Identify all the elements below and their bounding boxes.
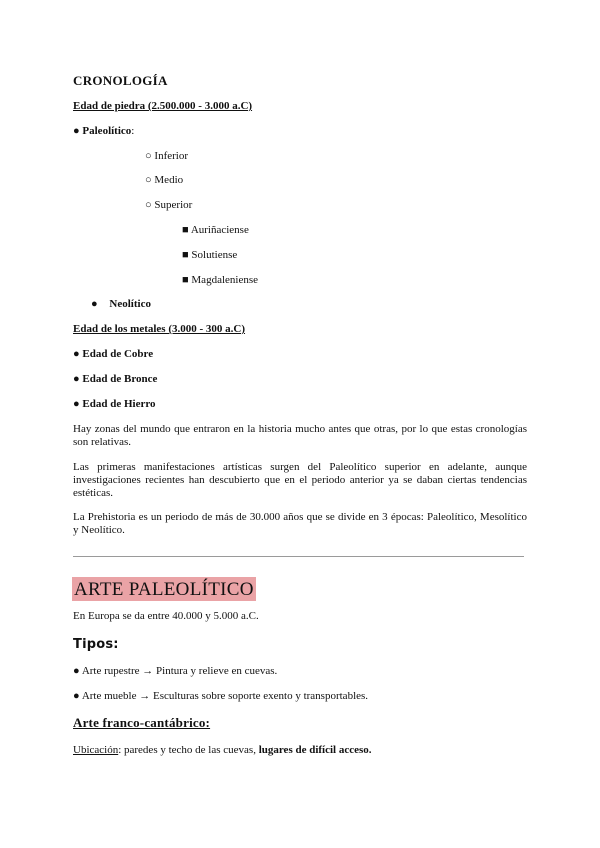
- paleolitico-colon: :: [131, 125, 135, 137]
- heading-edad-metales: Edad de los metales (3.000 - 300 a.C): [73, 323, 246, 335]
- list-item-solutiense: [182, 249, 237, 262]
- square-bullet-icon: ■: [182, 274, 189, 286]
- heading-tipos: Tipos:: [73, 637, 119, 652]
- list-item-arte-mueble: [73, 690, 368, 703]
- sub-sub-item-label: Auriñaciense: [190, 224, 249, 236]
- ubicacion-label: Ubicación: [73, 744, 119, 756]
- circle-bullet-icon: ○: [145, 199, 152, 211]
- list-item-cobre: [73, 348, 153, 361]
- square-bullet-icon: ■: [182, 224, 189, 236]
- list-item-medio: [145, 174, 183, 187]
- square-bullet-icon: ■: [182, 249, 189, 261]
- paragraph-manifestaciones: Las primeras manifestaciones artísticas surgen del Paleolítico superior en adelante, aunque investigaciones recientes han descubierto que en el periodo anterior ya se daban ciertas tendencias estéticas.: [73, 461, 527, 499]
- bullet-icon: ●: [73, 373, 80, 385]
- sub-item-label: Medio: [154, 174, 184, 186]
- paragraph-cronologias: Hay zonas del mundo que entraron en la historia mucho antes que otras, por lo que estas cronologías son relativas.: [73, 423, 527, 448]
- ubicacion-text: : paredes y techo de las cuevas,: [118, 744, 259, 756]
- list-item-bronce: [73, 373, 157, 386]
- list-item-hierro: [73, 398, 156, 411]
- circle-bullet-icon: ○: [145, 150, 152, 162]
- sub-sub-item-label: Solutiense: [191, 249, 238, 261]
- bullet-icon: ●: [73, 348, 80, 360]
- section-title-cronologia: CRONOLOGÍA: [73, 73, 168, 88]
- tipo-label: Arte mueble → Esculturas sobre soporte exento y transportables.: [81, 690, 369, 702]
- paleolitico-label: Paleolítico: [82, 125, 132, 137]
- paragraph-prehistoria: La Prehistoria es un periodo de más de 30.000 años que se divide en 3 épocas: Paleolítico, Mesolítico y Neolítico.: [73, 511, 527, 536]
- metal-label: Edad de Hierro: [82, 398, 156, 410]
- divider: [73, 556, 524, 557]
- heading-franco-cantabrico: Arte franco-cantábrico:: [73, 715, 211, 730]
- bullet-icon: ●: [73, 690, 80, 702]
- list-item-neolitico: [91, 298, 151, 311]
- ubicacion-bold: lugares de difícil acceso.: [258, 744, 372, 756]
- arte-intro: En Europa se da entre 40.000 y 5.000 a.C.: [73, 610, 259, 622]
- list-item-inferior: [145, 150, 188, 163]
- bullet-icon: ●: [73, 398, 80, 410]
- list-item-magdaleniense: [182, 274, 258, 287]
- metal-label: Edad de Bronce: [82, 373, 158, 385]
- list-item-superior: [145, 199, 192, 212]
- bullet-icon: ●: [91, 298, 98, 310]
- bullet-icon: ●: [73, 665, 80, 677]
- sub-item-label: Superior: [154, 199, 193, 211]
- ubicacion-line: [73, 744, 372, 757]
- list-item-arte-rupestre: [73, 665, 277, 678]
- heading-edad-piedra: Edad de piedra (2.500.000 - 3.000 a.C): [73, 100, 253, 112]
- section-title-arte-paleolitico: ARTE PALEOLÍTICO: [74, 579, 254, 600]
- neolitico-label: Neolítico: [109, 298, 151, 310]
- circle-bullet-icon: ○: [145, 174, 152, 186]
- sub-sub-item-label: Magdaleniense: [191, 274, 258, 286]
- tipo-label: Arte rupestre → Pintura y relieve en cuevas.: [81, 665, 278, 677]
- list-item-auriñaciense: [182, 224, 249, 237]
- metal-label: Edad de Cobre: [82, 348, 154, 360]
- sub-item-label: Inferior: [154, 150, 188, 162]
- list-item-paleolitico: [73, 125, 134, 138]
- bullet-icon: ●: [73, 125, 80, 137]
